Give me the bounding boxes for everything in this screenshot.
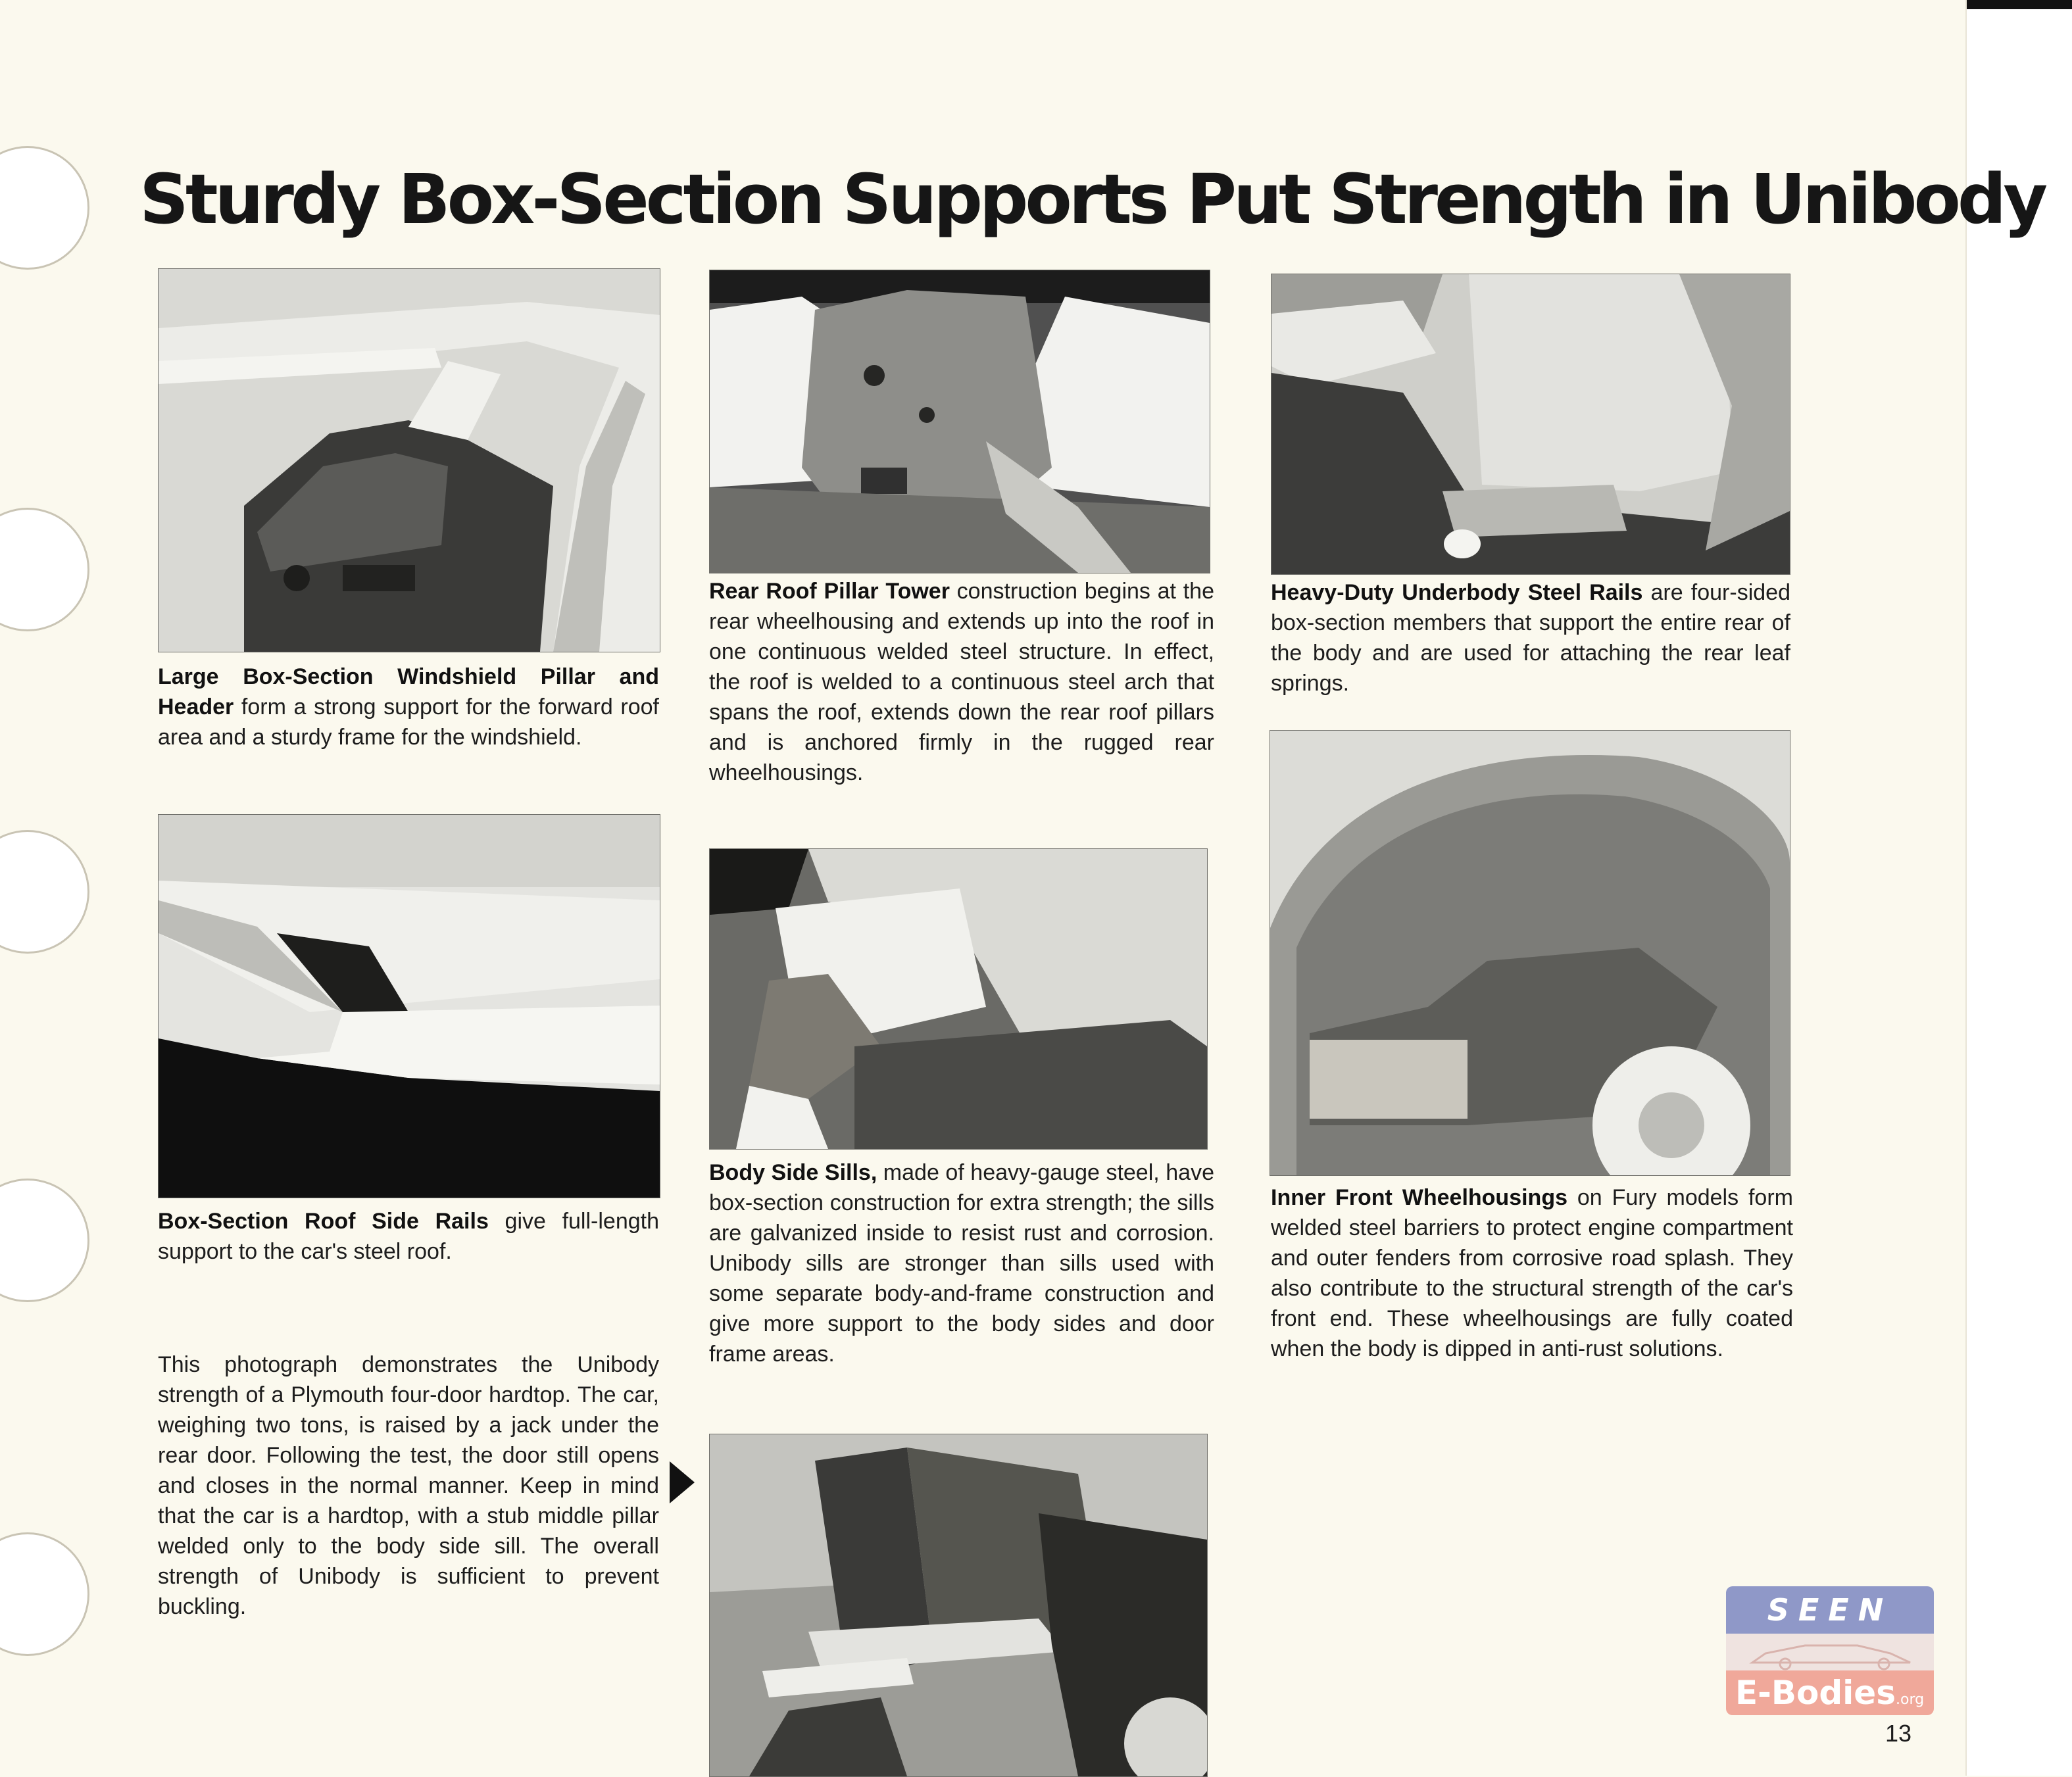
seen-on-badge xyxy=(1726,1586,1934,1715)
badge-e-bodies xyxy=(1726,1670,1934,1715)
binder-hole xyxy=(0,1179,89,1302)
caption-rear-roof-pillar-text: construction begins at the rear wheelhousing and extends up into the roof in one continuous welded steel structure. In effect, the roof is welded to a continuous steel arch that spans the roof, extends down the rear roof pillars and is anchored firmly in the rugged rear wheelhousings. xyxy=(709,579,1214,785)
caption-underbody-rails-text: are four-sided box-section members that support the entire rear of the body and are used for attaching the rear leaf springs. xyxy=(1271,580,1790,696)
caption-rear-roof-pillar-title: Rear Roof Pillar Tower xyxy=(709,579,950,604)
page-number: 13 xyxy=(1885,1720,1912,1747)
photo-inner-front-wheelhousings xyxy=(1270,730,1790,1176)
binder-hole xyxy=(0,508,89,631)
photo-jack-test xyxy=(709,1434,1208,1777)
photo-rear-roof-pillar xyxy=(709,270,1210,573)
binder-hole xyxy=(0,1532,89,1656)
photo-roof-side-rails xyxy=(158,814,660,1198)
caption-demo-paragraph xyxy=(158,1350,659,1622)
caption-inner-front-wheelhousings-title: Inner Front Wheelhousings xyxy=(1271,1185,1567,1210)
caption-inner-front-wheelhousings-text: on Fury models form welded steel barriers to protect engine compartment and outer fenders from corrosive road splash. They also contribute to the structural strength of the car's front end. These wheelhousings are fully coated when the body is dipped in anti-rust solutions. xyxy=(1271,1185,1793,1361)
caption-windshield-pillar-title: Large Box-Section Windshield Pillar and Header xyxy=(158,664,659,719)
caption-underbody-rails-title: Heavy-Duty Underbody Steel Rails xyxy=(1271,580,1643,605)
photo-underbody-rails xyxy=(1271,274,1790,575)
caption-roof-side-rails-title: Box-Section Roof Side Rails xyxy=(158,1209,489,1234)
caption-demo-text: This photograph demonstrates the Unibody strength of a Plymouth four-door hardtop. The car, weighing two tons, is raised by a jack under the rear door. Following the test, the door still opens and closes in the normal manner. Keep in mind that the car is a hardtop, with a stub middle pillar welded only to the body side sill. The overall strength of Unibody is sufficient to prevent buckling. xyxy=(158,1352,659,1619)
binder-hole xyxy=(0,146,89,270)
badge-e-bodies-suffix: .org xyxy=(1895,1692,1925,1708)
caption-body-side-sills-text: made of heavy-gauge steel, have box-section construction for extra strength; the sills are galvanized inside to resist rust and corrosion. Unibody sills are stronger than sills used with some separate body-and-frame construction and give more support to the body sides and door frame areas. xyxy=(709,1160,1214,1367)
pointer-arrow-icon xyxy=(670,1461,695,1503)
caption-roof-side-rails-text: give full-length support to the car's steel roof. xyxy=(158,1209,659,1264)
page-edge-bar xyxy=(1967,0,2072,9)
badge-seen-on: SEEN xyxy=(1726,1586,1934,1634)
badge-e-bodies-name: E-Bodies xyxy=(1735,1674,1896,1712)
caption-windshield-pillar-text: form a strong support for the forward roof area and a sturdy frame for the windshield. xyxy=(158,694,659,750)
photo-body-side-sills xyxy=(709,848,1208,1150)
caption-windshield-pillar xyxy=(158,662,659,752)
caption-rear-roof-pillar xyxy=(709,576,1214,788)
caption-roof-side-rails xyxy=(158,1206,659,1267)
page-title: Sturdy Box-Section Supports Put Strength in Unibody xyxy=(139,159,2045,239)
page-edge xyxy=(1965,0,2072,1776)
caption-body-side-sills-title: Body Side Sills, xyxy=(709,1160,877,1185)
caption-inner-front-wheelhousings xyxy=(1271,1182,1793,1364)
caption-body-side-sills xyxy=(709,1157,1214,1369)
caption-underbody-rails xyxy=(1271,577,1790,698)
badge-car-silhouette xyxy=(1726,1634,1934,1670)
binder-hole xyxy=(0,830,89,954)
photo-windshield-pillar xyxy=(158,268,660,652)
